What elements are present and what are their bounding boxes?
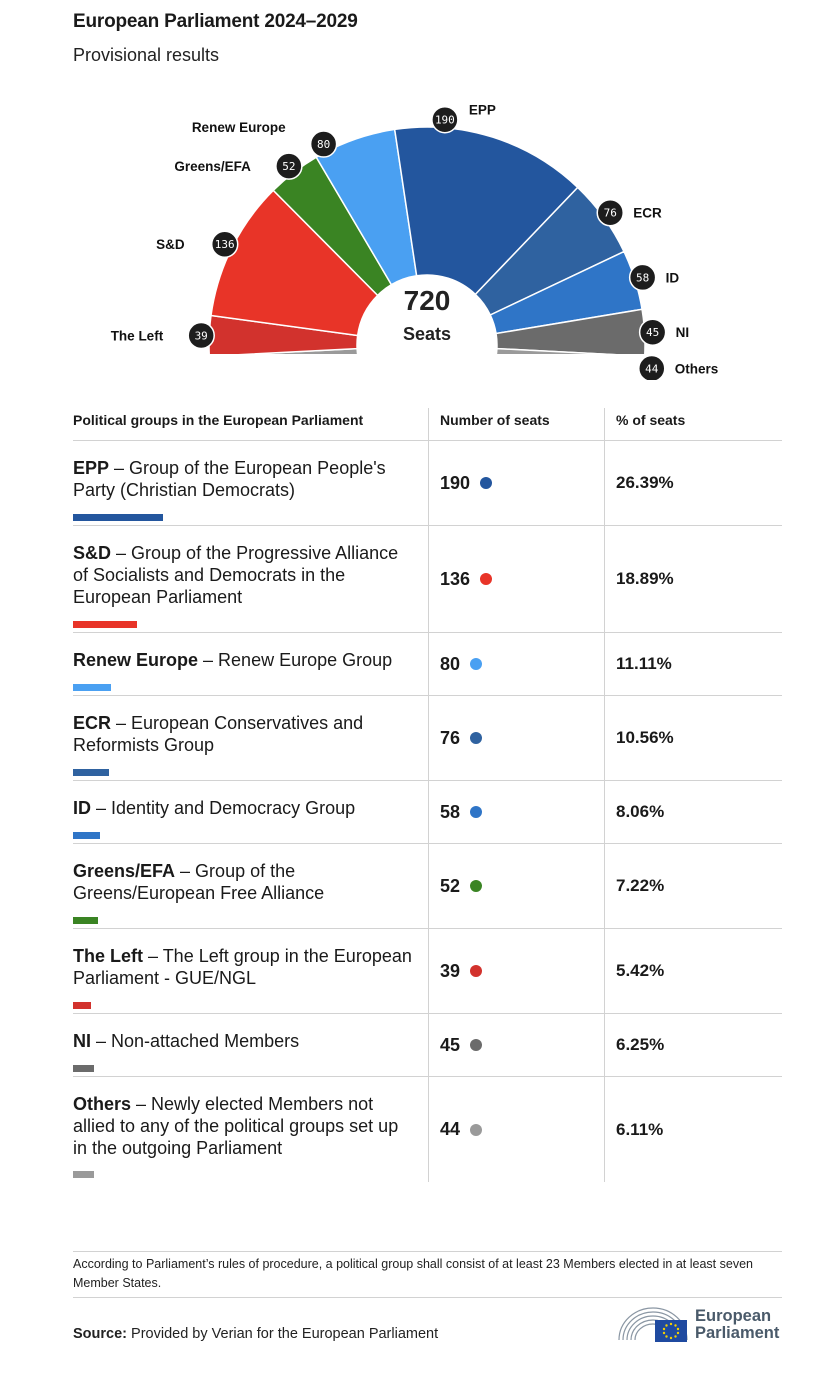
seats-cell — [428, 1014, 604, 1076]
seats-cell — [428, 633, 604, 695]
group-share-bar — [73, 1171, 94, 1178]
seats-cell — [428, 526, 604, 632]
seats-cell — [428, 844, 604, 928]
group-name — [73, 712, 412, 756]
table-row — [73, 1077, 782, 1182]
group-label: S&D — [156, 237, 185, 253]
seat-badge — [311, 131, 337, 157]
header-pct: % of seats — [604, 408, 782, 440]
seat-count: 136 — [440, 568, 471, 589]
group-color-dot — [470, 732, 482, 744]
group-cell — [73, 929, 428, 1013]
group-color-dot — [470, 880, 482, 892]
group-name — [73, 860, 412, 904]
group-name — [73, 457, 412, 501]
badge-value: 52 — [282, 160, 296, 174]
table-row — [73, 844, 782, 929]
group-description: – Identity and Democracy Group — [91, 798, 356, 818]
group-share-bar — [73, 1002, 91, 1009]
group-cell — [73, 781, 428, 843]
seat-count: 80 — [440, 653, 461, 674]
seats-cell — [428, 696, 604, 780]
group-description: – European Conservatives and Reformists Group — [73, 713, 364, 755]
logo-line2: Parliament — [695, 1324, 780, 1342]
seat-badge — [432, 107, 458, 133]
group-label: Renew Europe — [191, 120, 286, 136]
group-description: – Renew Europe Group — [198, 650, 393, 670]
group-name — [73, 1093, 412, 1159]
group-cell — [73, 844, 428, 928]
seat-badge — [640, 319, 666, 345]
group-cell — [73, 1014, 428, 1076]
pct-cell: 7.22% — [604, 844, 782, 928]
pct-cell: 10.56% — [604, 696, 782, 780]
seats-cell — [428, 441, 604, 525]
table-row — [73, 781, 782, 844]
seat-count: 45 — [440, 1034, 461, 1055]
pct-cell: 8.06% — [604, 781, 782, 843]
seat-count: 52 — [440, 875, 461, 896]
table-row — [73, 526, 782, 633]
group-color-dot — [470, 1124, 482, 1136]
table-row — [73, 929, 782, 1014]
total-seats: 720 — [403, 285, 451, 316]
group-color-dot — [470, 965, 482, 977]
group-description: – Group of the Greens/European Free Alliance — [73, 861, 325, 903]
seats-table — [73, 408, 782, 1182]
seats-cell — [428, 781, 604, 843]
group-name — [73, 1030, 412, 1052]
group-short: Greens/EFA — [73, 861, 176, 881]
group-share-bar — [73, 832, 100, 839]
group-label: ECR — [633, 205, 662, 221]
header-groups: Political groups in the European Parliament — [73, 412, 364, 428]
group-short: ID — [73, 798, 91, 818]
badge-value: 45 — [646, 326, 660, 340]
pct-cell: 18.89% — [604, 526, 782, 632]
group-name — [73, 649, 412, 671]
seat-badge — [639, 356, 665, 380]
pct-cell: 5.42% — [604, 929, 782, 1013]
table-header — [73, 408, 782, 441]
seat-count: 76 — [440, 727, 461, 748]
group-color-dot — [480, 477, 492, 489]
seat-count: 44 — [440, 1119, 461, 1139]
seat-count: 190 — [440, 472, 471, 493]
pct-cell: 6.25% — [604, 1014, 782, 1076]
badge-value: 76 — [603, 206, 617, 220]
badge-value: 136 — [214, 238, 235, 252]
badge-value: 58 — [636, 271, 650, 285]
group-cell — [73, 633, 428, 695]
group-share-bar — [73, 514, 163, 521]
group-label: ID — [665, 270, 680, 286]
source-text: Provided by Verian for the European Parliament — [127, 1326, 439, 1342]
group-short: EPP — [73, 458, 110, 478]
group-short: Renew Europe — [73, 650, 199, 670]
ep-logo — [617, 1302, 787, 1344]
group-color-dot — [470, 806, 482, 818]
hemicycle-logo-icon — [617, 1302, 689, 1344]
seat-badge — [630, 264, 656, 290]
table-row — [73, 1014, 782, 1077]
seat-badge — [276, 153, 302, 179]
page-title: European Parliament 2024–2029 — [73, 11, 358, 32]
seats-cell — [428, 929, 604, 1013]
group-color-dot — [470, 658, 482, 670]
logo-text — [695, 1308, 779, 1342]
table-row — [73, 696, 782, 781]
badge-value: 190 — [434, 113, 455, 127]
seat-badge — [212, 231, 238, 257]
group-cell — [73, 441, 428, 525]
header-seats: Number of seats — [428, 408, 604, 440]
group-cell — [73, 696, 428, 780]
seats-cell — [428, 1077, 604, 1182]
pct-cell: 26.39% — [604, 441, 782, 525]
pct-cell: 11.11% — [604, 633, 782, 695]
logo-line1: European — [695, 1307, 772, 1325]
source-label: Source: — [73, 1326, 127, 1342]
seat-badge — [188, 322, 214, 348]
page-subtitle: Provisional results — [73, 45, 220, 65]
badge-value: 80 — [316, 138, 331, 152]
badge-value: 44 — [645, 362, 659, 376]
group-color-dot — [480, 573, 492, 585]
group-share-bar — [73, 917, 98, 924]
group-share-bar — [73, 684, 111, 691]
group-description: – The Left group in the European Parliament - GUE/NGL — [73, 946, 412, 988]
seat-badge — [597, 200, 623, 226]
group-cell — [73, 526, 428, 632]
group-description: – Group of the European People's Party (Christian Democrats) — [73, 458, 386, 500]
pct-cell: 6.11% — [604, 1077, 782, 1182]
group-label: The Left — [110, 328, 164, 344]
group-short: NI — [73, 1031, 91, 1051]
badge-value: 39 — [194, 329, 208, 343]
group-share-bar — [73, 1065, 94, 1072]
seat-count: 39 — [440, 960, 461, 981]
group-description: – Non-attached Members — [91, 1031, 300, 1051]
hemicycle-chart — [0, 90, 834, 380]
group-short: Others — [73, 1094, 132, 1114]
group-name — [73, 797, 412, 819]
group-short: The Left — [73, 946, 143, 966]
group-name — [73, 542, 412, 608]
seat-count: 58 — [440, 801, 461, 822]
group-description: – Newly elected Members not allied to any of the political groups set up in the outgoing Parliament — [73, 1094, 399, 1158]
group-label: EPP — [468, 102, 496, 118]
group-label: Others — [674, 361, 719, 377]
total-seats-label: Seats — [402, 324, 452, 344]
group-label: NI — [675, 325, 690, 341]
group-name — [73, 945, 412, 989]
table-row — [73, 441, 782, 526]
group-share-bar — [73, 621, 137, 628]
group-share-bar — [73, 769, 109, 776]
table-row — [73, 633, 782, 696]
group-short: ECR — [73, 713, 112, 733]
group-cell — [73, 1077, 428, 1182]
group-color-dot — [470, 1039, 482, 1051]
group-short: S&D — [73, 543, 112, 563]
source-line — [73, 1326, 438, 1342]
footnote: According to Parliament’s rules of procedure, a political group shall consist of at least 23 Members elected in at least seven Member States. — [73, 1251, 782, 1298]
group-label: Greens/EFA — [174, 159, 251, 175]
group-description: – Group of the Progressive Alliance of Socialists and Democrats in the European Parliament — [73, 543, 399, 607]
